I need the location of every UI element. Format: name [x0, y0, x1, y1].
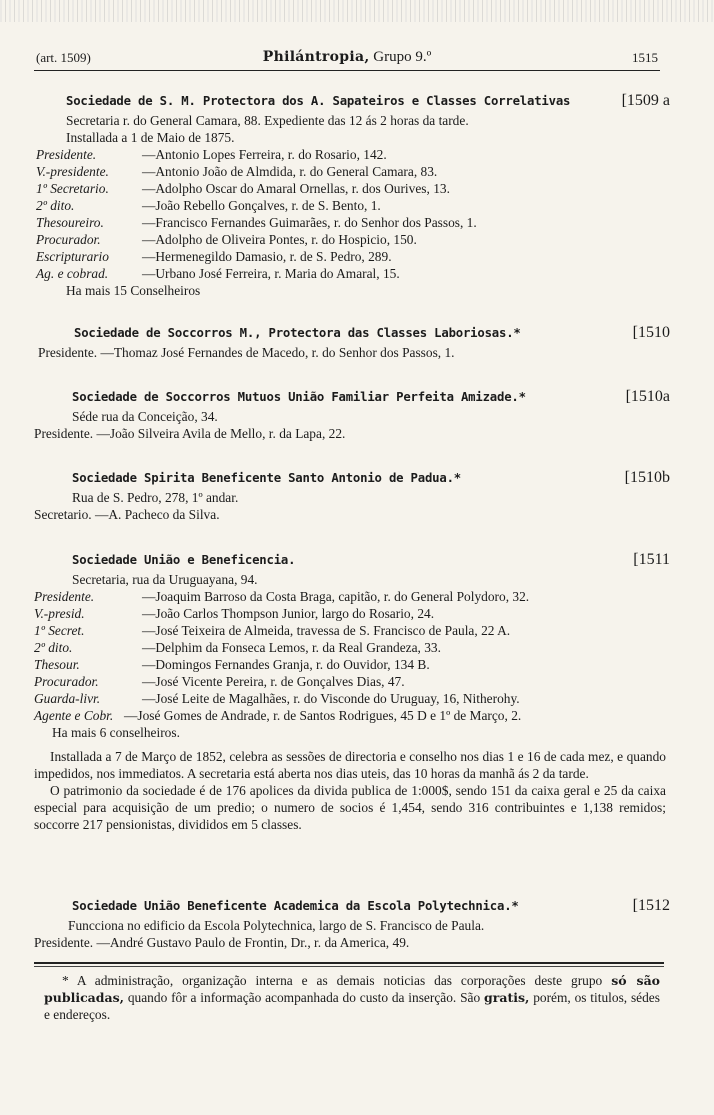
officer-row — [0, 707, 714, 724]
footnote-bold: gratis, — [484, 990, 530, 1005]
entry-title — [0, 386, 714, 408]
officer-role: 1º Secret. — [34, 623, 85, 638]
officer-value: —José Gomes de Andrade, r. de Santos Rodrigues, 45 D e 1º de Março, 2. — [124, 708, 522, 723]
officer-value: —Antonio João de Almdida, r. do General Camara, 83. — [142, 164, 438, 179]
entry-info: Funcciona no edificio da Escola Polytechnica, largo de S. Francisco de Paula. — [68, 918, 485, 933]
officer-row — [0, 214, 714, 231]
officer-value: —José Vicente Pereira, r. de Gonçalves Dias, 47. — [142, 674, 405, 689]
officer-role: 2º dito. — [36, 198, 75, 213]
header-article-ref: (art. 1509) — [36, 50, 91, 65]
entry-1510 — [0, 322, 714, 361]
officer-line: Secretario. —A. Pacheco da Silva. — [34, 507, 220, 522]
entry-title-text: Sociedade de Soccorros Mutuos União Familiar Perfeita Amizade.* — [72, 390, 526, 404]
officer-row — [0, 605, 714, 622]
officer-row — [0, 673, 714, 690]
entry-1509a — [0, 90, 714, 299]
officer-row — [0, 265, 714, 282]
officer-value: —Adolpho Oscar do Amaral Ornellas, r. dos Ourives, 13. — [142, 181, 450, 196]
officer-row — [0, 690, 714, 707]
officer-value: —João Rebello Gonçalves, r. de S. Bento, 1. — [142, 198, 381, 213]
footnote-rule-thick — [34, 962, 664, 964]
officer-row — [0, 639, 714, 656]
scan-edge-noise — [0, 0, 714, 22]
page-header — [36, 50, 658, 70]
footnote-text: * A administração, organização interna e as demais noticias das corporações deste grupo — [62, 973, 603, 988]
footnote-rule-thin — [34, 966, 664, 967]
officer-row — [0, 248, 714, 265]
header-title — [36, 49, 658, 66]
officer-value: —Urbano José Ferreira, r. Maria do Amaral, 15. — [142, 266, 400, 281]
officer-line: Presidente. —João Silveira Avila de Mello, r. da Lapa, 22. — [34, 426, 346, 441]
entry-title-text: Sociedade União Beneficente Academica da Escola Polytechnica.* — [72, 899, 519, 913]
entry-info: Séde rua da Conceição, 34. — [72, 409, 218, 424]
officer-row — [0, 180, 714, 197]
entry-1510a — [0, 386, 714, 442]
entry-info: Secretaria, rua da Uruguayana, 94. — [72, 572, 258, 587]
officer-value: —Antonio Lopes Ferreira, r. do Rosario, 142. — [142, 147, 387, 162]
officer-value: —João Carlos Thompson Junior, largo do Rosario, 24. — [142, 606, 435, 621]
entry-info: Installada a 1 de Maio de 1875. — [66, 130, 235, 145]
entry-number: [1510b — [624, 469, 670, 486]
officer-row — [0, 146, 714, 163]
officer-row — [0, 588, 714, 605]
officer-row — [0, 231, 714, 248]
header-group: Grupo 9.º — [373, 49, 432, 65]
entry-paragraph: Installada a 7 de Março de 1852, celebra as sessões de directoria e conselho nos dias 1 e 16 de cada mez, e quando impedidos, nos immediatos. A secretaria está aberta nos dias uteis, das 10 horas da manhã ás 2 da tarde. — [34, 749, 666, 781]
entry-title-text: Sociedade de Soccorros M., Protectora das Classes Laboriosas.* — [74, 326, 521, 340]
officer-value: —José Leite de Magalhães, r. do Visconde do Uruguay, 16, Nitherohy. — [142, 691, 520, 706]
officer-role: 2º dito. — [34, 640, 73, 655]
officer-role: Escripturario — [36, 249, 109, 264]
entry-extra: Ha mais 6 conselheiros. — [52, 725, 180, 740]
entry-title — [0, 467, 714, 489]
officer-value: —José Teixeira de Almeida, travessa de S. Francisco de Paula, 22 A. — [142, 623, 511, 638]
officer-value: —Francisco Fernandes Guimarães, r. do Senhor dos Passos, 1. — [142, 215, 477, 230]
officer-role: Agente e Cobr. — [34, 708, 114, 723]
entry-info: Secretaria r. do General Camara, 88. Expediente das 12 ás 2 horas da tarde. — [66, 113, 469, 128]
entry-number: [1510 — [632, 324, 670, 341]
header-rule — [34, 70, 660, 71]
entry-1511 — [0, 549, 714, 833]
officer-role: Procurador. — [36, 232, 101, 247]
officer-role: V.-presidente. — [36, 164, 109, 179]
officer-role: Ag. e cobrad. — [36, 266, 109, 281]
entry-1510b — [0, 467, 714, 523]
officer-row — [0, 163, 714, 180]
footnote-text: quando fôr a informação acompanhada do custo da inserção. São — [127, 990, 481, 1005]
footnote-text: porém, os titulos, sédes e endereços. — [44, 990, 660, 1022]
officer-value: —Joaquim Barroso da Costa Braga, capitão, r. do General Polydoro, 32. — [142, 589, 530, 604]
officer-row — [0, 622, 714, 639]
officer-role: Guarda-livr. — [34, 691, 101, 706]
entry-title-text: Sociedade União e Beneficencia. — [72, 553, 296, 567]
entry-1512 — [0, 895, 714, 951]
officer-value: —Domingos Fernandes Granja, r. do Ouvidor, 134 B. — [142, 657, 430, 672]
officer-role: Presidente. — [34, 589, 95, 604]
entry-number: [1510a — [625, 388, 670, 405]
entry-title — [0, 549, 714, 571]
entry-title-text: Sociedade de S. M. Protectora dos A. Sapateiros e Classes Correlativas — [66, 94, 571, 108]
officer-value: —Hermenegildo Damasio, r. de S. Pedro, 289. — [142, 249, 392, 264]
officer-row — [0, 656, 714, 673]
officer-role: Procurador. — [34, 674, 99, 689]
officer-role: Thesoureiro. — [36, 215, 104, 230]
header-title-bold: Philántropia, — [262, 49, 370, 65]
footnote — [44, 972, 660, 1023]
entry-extra: Ha mais 15 Conselheiros — [66, 283, 201, 298]
officer-value: —Adolpho de Oliveira Pontes, r. do Hospicio, 150. — [142, 232, 417, 247]
page-number: 1515 — [632, 50, 658, 65]
footnote-bold: só são publicadas, — [44, 973, 660, 1005]
officer-role: Thesour. — [34, 657, 80, 672]
officer-line: Presidente. —Thomaz José Fernandes de Macedo, r. do Senhor dos Passos, 1. — [38, 345, 455, 360]
entry-title — [0, 895, 714, 917]
officer-role: V.-presid. — [34, 606, 85, 621]
entry-title — [0, 90, 714, 112]
officer-role: 1º Secretario. — [36, 181, 109, 196]
entry-number: [1509 a — [621, 92, 670, 109]
entry-title — [0, 322, 714, 344]
officer-role: Presidente. — [36, 147, 97, 162]
entry-paragraph: O patrimonio da sociedade é de 176 apolices da divida publica de 1:000$, sendo 151 da caixa geral e 25 da caixa especial para acquisição de um predio; o numero de socios é 1,454, sendo 316 contribuintes e 1,138 remidos; soccorre 217 pensionistas, divididos em 5 classes. — [34, 783, 666, 832]
entry-number: [1512 — [632, 897, 670, 914]
officer-row — [0, 197, 714, 214]
entry-title-text: Sociedade Spirita Beneficente Santo Antonio de Padua.* — [72, 471, 461, 485]
entry-number: [1511 — [633, 551, 670, 568]
entry-info: Rua de S. Pedro, 278, 1º andar. — [72, 490, 239, 505]
officer-value: —Delphim da Fonseca Lemos, r. da Real Grandeza, 33. — [142, 640, 441, 655]
officer-line: Presidente. —André Gustavo Paulo de Frontin, Dr., r. da America, 49. — [34, 935, 410, 950]
